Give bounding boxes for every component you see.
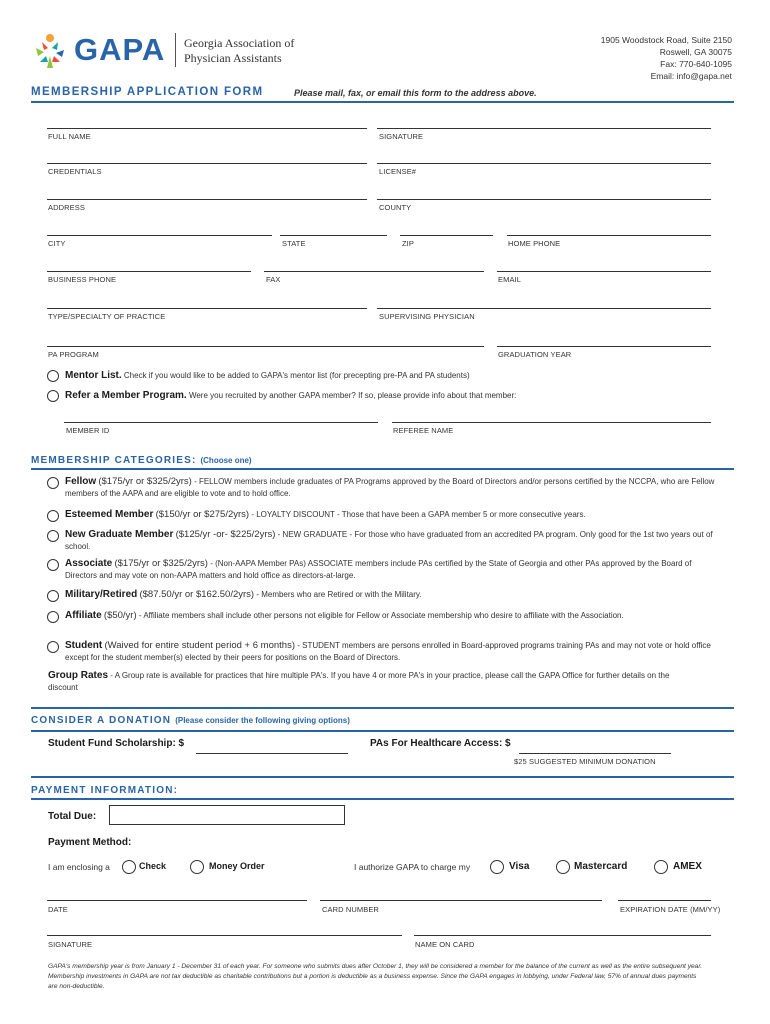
authorize-label: I authorize GAPA to charge my <box>354 862 471 872</box>
gapa-logo <box>30 30 295 72</box>
check-radio[interactable] <box>122 860 136 874</box>
suggested-donation-label: $25 SUGGESTED MINIMUM DONATION <box>514 757 656 766</box>
payment-method-label: Payment Method: <box>48 837 132 848</box>
amex-label: AMEX <box>673 861 702 872</box>
fax-field[interactable] <box>264 271 484 272</box>
signature-field[interactable] <box>377 128 711 129</box>
email-field[interactable] <box>497 271 711 272</box>
city-field[interactable] <box>47 235 272 236</box>
logo-text: GAPA <box>74 32 166 67</box>
date-label: DATE <box>48 905 68 914</box>
state-label: STATE <box>282 239 306 248</box>
student-fund-field[interactable] <box>196 753 348 754</box>
address-line: Email: info@gapa.net <box>650 71 732 81</box>
supervising-physician-label: SUPERVISING PHYSICIAN <box>379 312 475 321</box>
healthcare-access-label: PAs For Healthcare Access: $ <box>370 738 511 749</box>
address-label: ADDRESS <box>48 203 85 212</box>
mentor-list-title: Mentor List. <box>65 370 122 381</box>
category-desc: - LOYALTY DISCOUNT - Those that have been a GAPA member 5 or more consecutive years. <box>251 510 586 519</box>
student-fund-label: Student Fund Scholarship: $ <box>48 738 185 749</box>
license-label: LICENSE# <box>379 167 417 176</box>
esteemed-member-radio[interactable] <box>47 510 59 522</box>
member-id-field[interactable] <box>64 422 378 423</box>
visa-label: Visa <box>509 861 530 872</box>
healthcare-access-field[interactable] <box>519 753 671 754</box>
business-phone-label: BUSINESS PHONE <box>48 275 117 284</box>
category-desc: - Affiliate members shall include other persons not eligible for Fellow or Associate membership who desire to affiliate with the Association. <box>138 611 624 620</box>
donation-note: (Please consider the following giving options) <box>175 716 350 725</box>
military-retired-radio[interactable] <box>47 590 59 602</box>
enclosing-label: I am enclosing a <box>48 862 110 872</box>
address-field[interactable] <box>47 199 367 200</box>
category-title: Student <box>65 640 103 651</box>
category-affiliate <box>65 610 715 622</box>
date-field[interactable] <box>47 900 307 901</box>
footer-note: GAPA's membership year is from January 1 - December 31 of each year. For someone who submits dues after October 1, they will be considered a member for the balance of the current as well as the entire subsequent year. Membership investments in GAPA are not tax deductible as charitable contributions but a portion is deductible as a business expense. Since the GAPA engages in lobbying, under Federal law, 57% of annual dues payments are non-deductible. <box>48 963 703 990</box>
membership-categories-heading <box>31 455 252 466</box>
member-id-label: MEMBER ID <box>66 426 110 435</box>
category-title: New Graduate Member <box>65 529 174 540</box>
category-price: ($125/yr -or- $225/2yrs) <box>175 529 276 540</box>
mentor-list-option <box>65 370 470 381</box>
categories-note: (Choose one) <box>200 456 252 465</box>
pa-program-label: PA PROGRAM <box>48 350 99 359</box>
category-price: ($175/yr or $325/2yrs) <box>114 558 208 569</box>
category-title: Esteemed Member <box>65 509 154 520</box>
donation-rule <box>31 730 734 732</box>
mastercard-radio[interactable] <box>556 860 570 874</box>
categories-heading-text: MEMBERSHIP CATEGORIES: <box>31 455 197 466</box>
business-phone-field[interactable] <box>47 271 251 272</box>
refer-member-title: Refer a Member Program. <box>65 390 187 401</box>
payment-signature-field[interactable] <box>47 935 402 936</box>
money-order-radio[interactable] <box>190 860 204 874</box>
full-name-label: FULL NAME <box>48 132 91 141</box>
category-desc: - NEW GRADUATE - For those who have graduated from an accredited PA program. Only good for the 1st two years out of school. <box>65 530 713 551</box>
total-due-input[interactable] <box>109 805 345 825</box>
email-label: EMAIL <box>498 275 522 284</box>
home-phone-field[interactable] <box>507 235 711 236</box>
donation-heading-text: CONSIDER A DONATION <box>31 715 172 726</box>
category-price: ($175/yr or $325/2yrs) <box>98 476 192 487</box>
category-military <box>65 589 715 601</box>
logo-mark-icon <box>30 32 70 72</box>
mentor-list-radio[interactable] <box>47 370 59 382</box>
payment-rule <box>31 798 734 800</box>
category-desc: - Members who are Retired or with the Military. <box>256 590 422 599</box>
total-due-label: Total Due: <box>48 811 97 822</box>
credentials-field[interactable] <box>47 163 367 164</box>
visa-radio[interactable] <box>490 860 504 874</box>
category-title: Military/Retired <box>65 589 138 600</box>
zip-field[interactable] <box>400 235 493 236</box>
graduation-year-label: GRADUATION YEAR <box>498 350 572 359</box>
expiration-field[interactable] <box>618 900 711 901</box>
donation-heading <box>31 715 350 726</box>
mastercard-label: Mastercard <box>574 861 628 872</box>
group-rates-title: Group Rates <box>48 670 109 681</box>
check-label: Check <box>139 861 167 871</box>
category-new-graduate <box>65 529 715 552</box>
category-price: ($150/yr or $275/2yrs) <box>155 509 250 520</box>
name-on-card-label: NAME ON CARD <box>415 940 475 949</box>
org-name-line2: Physician Assistants <box>184 51 282 65</box>
full-name-field[interactable] <box>47 128 367 129</box>
county-field[interactable] <box>377 199 711 200</box>
amex-radio[interactable] <box>654 860 668 874</box>
categories-rule <box>31 468 734 470</box>
payment-top-rule <box>31 776 734 778</box>
category-title: Affiliate <box>65 610 102 621</box>
referee-name-field[interactable] <box>392 422 711 423</box>
category-esteemed <box>65 509 715 521</box>
home-phone-label: HOME PHONE <box>508 239 561 248</box>
category-fellow <box>65 476 715 499</box>
page-subtitle: Please mail, fax, or email this form to the address above. <box>294 88 537 98</box>
referee-name-label: REFEREE NAME <box>393 426 454 435</box>
student-radio[interactable] <box>47 641 59 653</box>
group-rates-text: - A Group rate is available for practices that hire multiple PA's. If you have 4 or more PA's in your practice, please call the GAPA Office for further details on the discount <box>48 671 670 692</box>
signature-label: SIGNATURE <box>379 132 424 141</box>
category-desc: - (Non-AAPA Member PAs) ASSOCIATE members include PAs certified by the State of Georgia and other PAs approved by the Board of Directors and may vote on non-AAPA matters and hold office as directors-at-large. <box>65 559 692 580</box>
address-line: 1905 Woodstock Road, Suite 2150 <box>600 35 732 45</box>
category-desc: - FELLOW members include graduates of PA Programs approved by the Board of Directors and/or persons certified by the NCCPA, who are Fellow members of the AAPA and are eligible to vote and to hold office. <box>65 477 715 498</box>
name-on-card-field[interactable] <box>414 935 711 936</box>
card-number-field[interactable] <box>320 900 602 901</box>
supervising-physician-field[interactable] <box>377 308 711 309</box>
category-associate <box>65 558 715 581</box>
donation-top-rule <box>31 707 734 709</box>
page-title: MEMBERSHIP APPLICATION FORM <box>31 86 264 98</box>
payment-signature-label: SIGNATURE <box>48 940 93 949</box>
category-price: ($87.50/yr or $162.50/2yrs) <box>139 589 255 600</box>
category-price: (Waived for entire student period + 6 months) <box>104 640 295 651</box>
address-line: Fax: 770-640-1095 <box>660 59 732 69</box>
card-number-label: CARD NUMBER <box>322 905 379 914</box>
title-rule <box>31 101 734 103</box>
refer-member-radio[interactable] <box>47 390 59 402</box>
type-specialty-label: TYPE/SPECIALTY OF PRACTICE <box>48 312 166 321</box>
expiration-label: EXPIRATION DATE (MM/YY) <box>620 905 721 914</box>
category-price: ($50/yr) <box>103 610 137 621</box>
category-title: Fellow <box>65 476 97 487</box>
org-name-line1: Georgia Association of <box>184 36 295 50</box>
credentials-label: CREDENTIALS <box>48 167 102 176</box>
org-address <box>601 34 732 82</box>
mentor-list-text: Check if you would like to be added to GAPA's mentor list (for precepting pre-PA and PA students) <box>123 371 470 380</box>
graduation-year-field[interactable] <box>497 346 711 347</box>
category-student <box>65 640 715 663</box>
license-field[interactable] <box>377 163 711 164</box>
refer-member-text: Were you recruited by another GAPA member? If so, please provide info about that member: <box>188 391 517 400</box>
type-specialty-field[interactable] <box>47 308 367 309</box>
category-desc: - STUDENT members are persons enrolled in Board-approved programs training PAs and may not vote or hold office except for the student member(s) elected by their peers for positions on the Board of Directors. <box>65 641 711 662</box>
money-order-label: Money Order <box>209 861 265 871</box>
zip-label: ZIP <box>402 239 414 248</box>
logo-divider <box>175 33 176 67</box>
affiliate-radio[interactable] <box>47 611 59 623</box>
refer-member-option <box>65 390 516 401</box>
fellow-radio[interactable] <box>47 477 59 489</box>
pa-program-field[interactable] <box>47 346 484 347</box>
county-label: COUNTY <box>379 203 412 212</box>
fax-label: FAX <box>266 275 281 284</box>
associate-radio[interactable] <box>47 559 59 571</box>
city-label: CITY <box>48 239 66 248</box>
address-line: Roswell, GA 30075 <box>659 47 732 57</box>
state-field[interactable] <box>280 235 387 236</box>
payment-heading: PAYMENT INFORMATION: <box>31 785 179 796</box>
category-title: Associate <box>65 558 113 569</box>
group-rates <box>48 670 698 693</box>
new-graduate-radio[interactable] <box>47 530 59 542</box>
